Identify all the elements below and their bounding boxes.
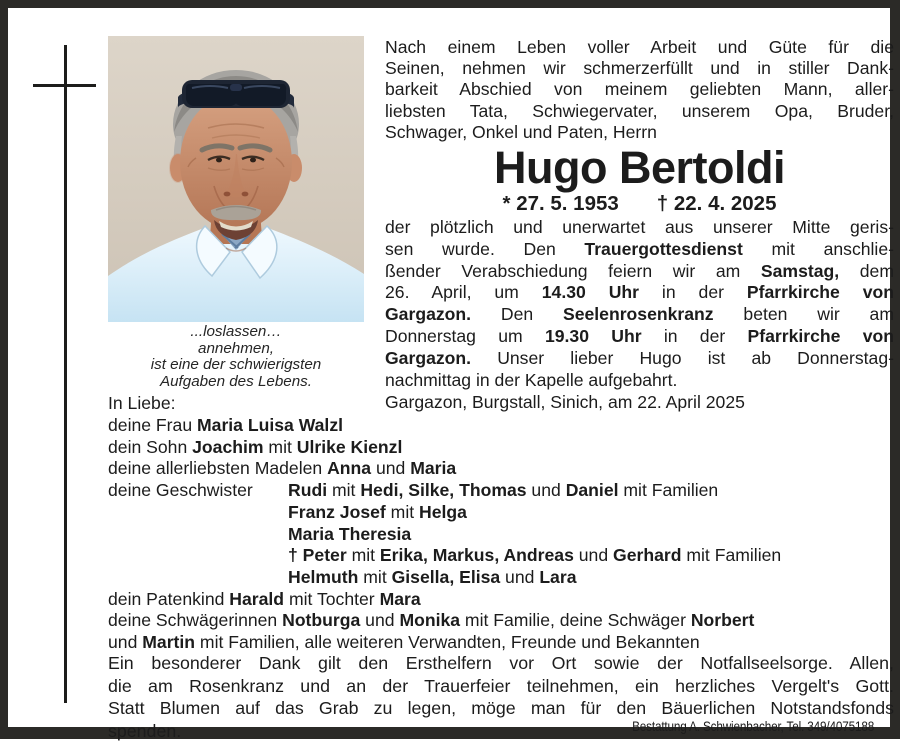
family-line [108,480,898,502]
intro-line: Schwager, Onkel und Paten, Herrn [385,122,894,143]
quote-line: ...loslassen… [94,324,378,341]
death-date: † 22. 4. 2025 [657,192,777,215]
family-name-bold: Pfarrkirche von [747,282,894,302]
announcement-line [385,282,894,304]
thanks-line: Ein besonderer Dank gilt den Ersthelfern vor Ort sowie der Notfallseelsorge. Allen, [108,652,894,675]
thanks-line: die am Rosenkranz und an der Trauerfeier teilnehmen, ein herzliches Vergelt's Gott. [108,675,894,698]
announcement-line [385,304,894,326]
family-name-bold: Helmuth [288,567,358,587]
text-segment: Donnerstag um [385,326,545,346]
text-segment: mit [358,567,391,587]
portrait-photo [108,36,364,322]
text-segment: mit Familie, deine Schwäger [460,610,691,630]
family-name-bold: Anna [327,458,371,478]
family-line [108,524,898,546]
announcement-line [385,261,894,283]
text-segment: deine allerliebsten Madelen [108,458,327,478]
text-segment: der plötzlich und unerwartet aus unserer Mitte geris- [385,217,894,237]
family-line [108,632,898,654]
family-list [108,415,898,654]
cross-vertical-bar [64,45,67,703]
in-love-label: In Liebe: [108,393,176,414]
family-line [108,567,898,589]
family-name-bold: Rudi [288,480,327,500]
place-date-line: Gargazon, Burgstall, Sinich, am 22. April 2025 [385,392,894,413]
announcement-line [385,326,894,348]
text-segment: Unser lieber Hugo ist ab Donnerstag- [471,348,894,368]
text-segment: und [574,545,613,565]
family-line [108,437,898,459]
text-segment: mit [347,545,380,565]
family-name-bold: Maria Luisa Walzl [197,415,343,435]
family-line [108,458,898,480]
family-name-bold: Hedi, Silke, Thomas [360,480,526,500]
text-segment: in der [639,282,747,302]
text-segment: deine Frau [108,415,197,435]
quote-line: annehmen, [94,341,378,358]
family-name-bold: Erika, Markus, Andreas [380,545,574,565]
thanks-line: Statt Blumen auf das Grab zu legen, möge man für den Bäuerlichen Notstandsfonds [108,697,894,720]
intro-line: Seinen, nehmen wir schmerzerfüllt und in stiller Dank- [385,58,894,79]
announcement-column [385,37,894,414]
text-segment: mit anschlie- [743,239,894,259]
text-segment: nachmittag in der Kapelle aufgebahrt. [385,370,677,390]
text-segment: und [500,567,539,587]
undertaker-credit: Bestattung A. Schwienbacher, Tel. 349/4075188 [632,718,874,734]
family-name-bold: Joachim [192,437,263,457]
family-relation-label: deine Geschwister [108,480,288,502]
family-line [108,589,898,611]
text-segment: dein Sohn [108,437,192,457]
text-segment: und [108,632,142,652]
text-segment: dein Patenkind [108,589,229,609]
intro-line: barkeit Abschied von meinem geliebten Mann, aller- [385,79,894,100]
family-name-bold: Lara [539,567,576,587]
family-name-bold: Franz Josef [288,502,386,522]
text-segment: deine Schwägerinnen [108,610,282,630]
family-name-bold: Gargazon. [385,348,471,368]
life-dates [385,191,894,216]
text-segment: mit Tochter [284,589,380,609]
announcement-line [385,348,894,370]
thanks-line: spenden. [108,720,894,742]
family-name-bold: 19.30 Uhr [545,326,642,346]
quote-line: Aufgaben des Lebens. [94,374,378,391]
text-segment: ßender Verabschiedung feiern wir am [385,261,761,281]
family-line [108,545,898,567]
text-segment: in der [642,326,748,346]
text-segment: mit [264,437,297,457]
quote-line: ist eine der schwierigsten [94,357,378,374]
family-line [108,502,898,524]
deceased-name: Hugo Bertoldi [385,145,894,191]
announcement-line [385,370,894,392]
text-segment: mit [386,502,419,522]
family-name-bold: Gisella, Elisa [392,567,501,587]
family-name-bold: Maria Theresia [288,524,411,544]
text-segment: und [527,480,566,500]
family-name-bold: Ulrike Kienzl [297,437,403,457]
family-name-bold: Monika [399,610,460,630]
family-name-bold: 14.30 Uhr [542,282,639,302]
family-name-bold: Trauergottesdienst [584,239,742,259]
text-segment: mit Familien [619,480,719,500]
text-segment: mit [327,480,360,500]
intro-line: liebsten Tata, Schwiegervater, unserem Opa, Bruder, [385,101,894,122]
text-segment: mit Familien, alle weiteren Verwandten, Freunde und Bekannten [195,632,700,652]
memorial-quote [94,324,378,390]
family-name-bold: Pfarrkirche von [748,326,894,346]
family-name-bold: Gerhard [613,545,681,565]
family-name-bold: Maria [410,458,456,478]
family-name-bold: Mara [380,589,421,609]
text-segment: und [360,610,399,630]
announcement-line [385,239,894,261]
family-name-bold: Helga [419,502,467,522]
text-segment: und [371,458,410,478]
family-name-bold: Notburga [282,610,360,630]
family-line [108,610,898,632]
text-segment: sen wurde. Den [385,239,584,259]
family-name-bold: Harald [229,589,284,609]
text-segment: dem [839,261,894,281]
intro-paragraph [385,37,894,143]
text-segment: 26. April, um [385,282,542,302]
announcement-line [385,217,894,239]
family-line [108,415,898,437]
family-name-bold: Daniel [566,480,619,500]
text-segment: mit Familien [681,545,781,565]
family-name-bold: Seelenrosenkranz [563,304,714,324]
family-name-bold: † Peter [288,545,347,565]
cross-horizontal-bar [33,84,96,87]
family-name-bold: Gargazon. [385,304,471,324]
portrait-illustration [108,36,364,322]
text-segment: Den [471,304,563,324]
funeral-announcement [385,217,894,391]
family-name-bold: Norbert [691,610,755,630]
text-segment: beten wir am [714,304,894,324]
family-name-bold: Samstag, [761,261,839,281]
intro-line: Nach einem Leben voller Arbeit und Güte für die [385,37,894,58]
birth-date: * 27. 5. 1953 [503,192,619,215]
family-name-bold: Martin [142,632,195,652]
